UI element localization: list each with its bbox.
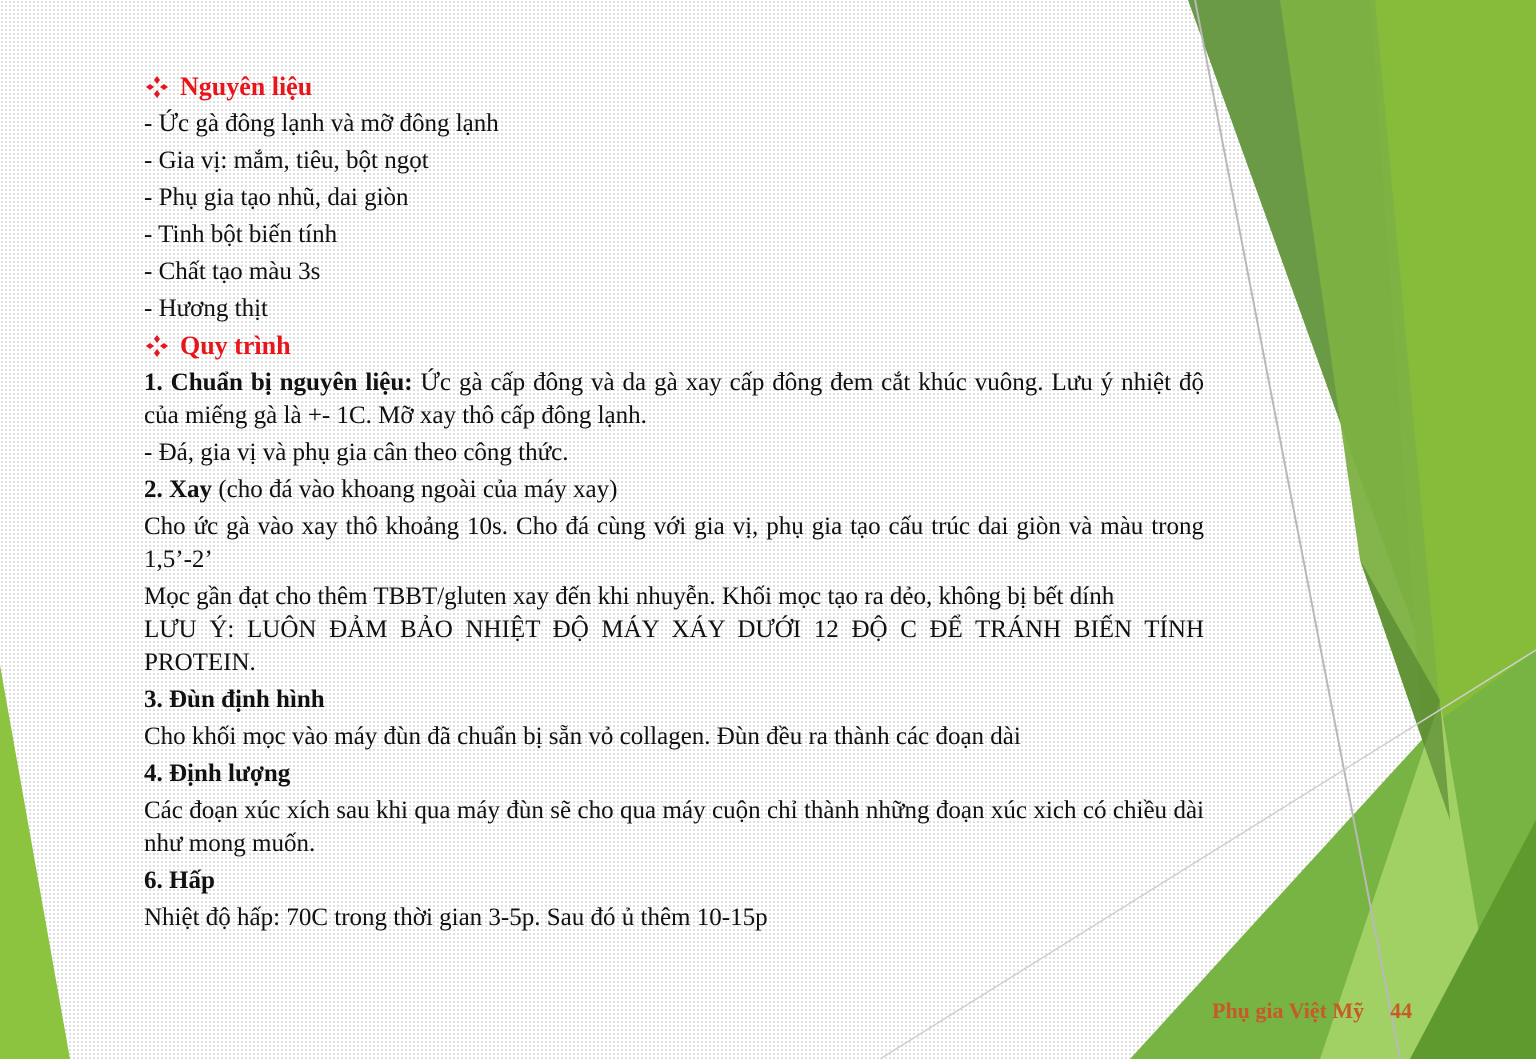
footer-brand: Phụ gia Việt Mỹ [1212,998,1365,1023]
step-1-text: Ức gà cấp đông và da gà xay cấp đông đem cắt khúc vuông. Lưu ý nhiệt độ của miếng gà là +- 1C. Mỡ xay thô cấp đông lạnh. [144,369,1204,429]
diamond-bullet-icon [144,74,170,100]
slide-footer [1212,998,1412,1024]
step-4-title: 4. Định lượng [144,760,291,787]
heading-process [144,329,1204,362]
slide-content [144,70,1204,938]
facet-left-green [0,665,70,1059]
step-1-paragraph [144,366,1204,432]
step-2-warning: LƯU Ý: LUÔN ĐẢM BẢO NHIỆT ĐỘ MÁY XÁY DƯỚI 12 ĐỘ C ĐỂ TRÁNH BIẾN TÍNH PROTEIN. [144,616,1204,676]
step-2-heading [144,473,1204,506]
list-item: - Tinh bột biến tính [144,221,338,248]
step-6-text: Nhiệt độ hấp: 70C trong thời gian 3-5p. Sau đó ủ thêm 10-15p [144,904,768,931]
step-2-subtitle: (cho đá vào khoang ngoài của máy xay) [212,476,618,503]
step-6-title: 6. Hấp [144,867,215,894]
step-1-title: 1. Chuẩn bị nguyên liệu: [144,369,413,396]
step-4-text: Các đoạn xúc xích sau khi qua máy đùn sẽ cho qua máy cuộn chỉ thành những đoạn xúc xich có chiều dài như mong muốn. [144,797,1204,857]
step-3-heading [144,683,1204,716]
step-3-text: Cho khối mọc vào máy đùn đã chuẩn bị sẵn vỏ collagen. Đùn đều ra thành các đoạn dài [144,723,1021,750]
heading-ingredients [144,70,1204,103]
list-item: - Hương thịt [144,295,268,322]
list-item: - Phụ gia tạo nhũ, dai giòn [144,184,409,211]
step-2-paragraph-2: Mọc gần đạt cho thêm TBBT/gluten xay đến khi nhuyễn. Khối mọc tạo ra dẻo, không bị bết dính [144,583,1115,610]
step-3-title: 3. Đùn định hình [144,686,325,713]
list-item: - Ức gà đông lạnh và mỡ đông lạnh [144,110,499,137]
step-6-heading [144,864,1204,897]
heading-process-label: Quy trình [180,331,291,360]
heading-ingredients-label: Nguyên liệu [180,72,313,101]
step-4-heading [144,757,1204,790]
step-2-paragraph-1: Cho ức gà vào xay thô khoảng 10s. Cho đá cùng với gia vị, phụ gia tạo cấu trúc dai giòn và màu trong 1,5’-2’ [144,513,1204,573]
step-1-note: - Đá, gia vị và phụ gia cân theo công thức. [144,439,569,466]
diamond-bullet-icon [144,333,170,359]
page-number: 44 [1390,998,1413,1023]
list-item: - Chất tạo màu 3s [144,258,321,285]
step-2-title: 2. Xay [144,476,213,503]
list-item: - Gia vị: mắm, tiêu, bột ngọt [144,147,429,174]
